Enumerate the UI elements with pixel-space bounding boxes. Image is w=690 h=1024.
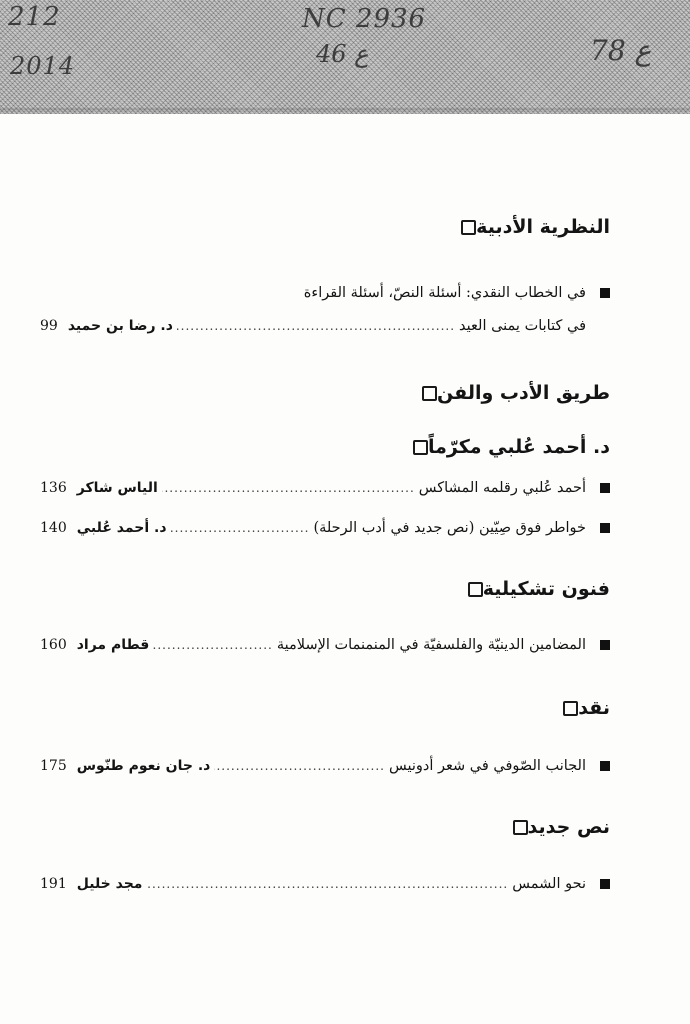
checkbox-outline-icon <box>513 820 528 835</box>
checkbox-outline-icon <box>468 582 483 597</box>
dot-leader <box>162 481 415 495</box>
filled-square-icon <box>600 288 610 298</box>
section-heading <box>499 816 610 838</box>
entry-page-number: 136 <box>40 480 67 496</box>
entry-page-number: 99 <box>40 318 58 334</box>
filled-square-icon <box>600 523 610 533</box>
entry-author: د. رضا بن حميد <box>67 318 173 334</box>
entry-title: في كتابات يمنى العيد <box>459 318 586 334</box>
filled-square-icon <box>600 640 610 650</box>
filled-square-icon <box>600 483 610 493</box>
dot-leader <box>214 759 385 773</box>
filled-square-icon <box>600 761 610 771</box>
toc-entry <box>40 520 610 536</box>
section-title: طريق الأدب والفن <box>437 382 610 404</box>
dot-leader <box>153 638 273 652</box>
entry-title: خواطر فوق صِيّين (نص جديد في أدب الرحلة) <box>313 520 586 536</box>
section-heading <box>399 436 610 458</box>
entry-page-number: 160 <box>40 637 67 653</box>
filled-square-icon <box>600 879 610 889</box>
entry-page-number: 140 <box>40 520 67 536</box>
entry-title: الجانب الصّوفي في شعر أدونيس <box>388 758 586 774</box>
section-title: فنون تشكيلية <box>482 578 610 600</box>
handwritten-note: 46 ع <box>316 40 369 68</box>
checkbox-outline-icon <box>413 440 428 455</box>
toc-entry-continued <box>40 318 610 334</box>
dot-leader <box>171 521 310 535</box>
entry-author: الياس شاكر <box>76 480 158 496</box>
toc-entry <box>40 285 610 301</box>
entry-title: في الخطاب النقدي: أسئلة النصّ، أسئلة القراءة <box>303 285 586 301</box>
section-title: نص جديد <box>527 816 610 838</box>
entry-author: قطام مراد <box>76 637 150 653</box>
entry-author: د. جان نعوم طنّوس <box>76 758 211 774</box>
handwritten-note: 2014 <box>10 52 76 80</box>
entry-title: نحو الشمس <box>512 876 586 892</box>
section-heading <box>549 697 610 719</box>
section-title: النظرية الأدبية <box>476 216 610 238</box>
entry-page-number: 175 <box>40 758 67 774</box>
section-heading <box>447 216 610 238</box>
entry-author: مجد خليل <box>76 876 143 892</box>
entry-page-number: 191 <box>40 876 67 892</box>
entry-title: أحمد عُلبي رقلمه المشاكس <box>418 480 586 496</box>
toc-entry <box>40 758 610 774</box>
checkbox-outline-icon <box>422 386 437 401</box>
checkbox-outline-icon <box>563 701 578 716</box>
dot-leader <box>146 877 508 891</box>
entry-author: د. أحمد عُلبي <box>76 520 167 536</box>
section-title: نقد <box>578 697 610 719</box>
toc-entry <box>40 480 610 496</box>
checkbox-outline-icon <box>461 220 476 235</box>
section-heading <box>408 382 610 404</box>
section-heading <box>454 578 610 600</box>
toc-entry <box>40 637 610 653</box>
dot-leader <box>177 319 455 333</box>
toc-entry <box>40 876 610 892</box>
section-title: د. أحمد عُلبي مكرّماً <box>428 436 610 458</box>
entry-title: المضامين الدينيّة والفلسفيّة في المنمنمات الإسلامية <box>276 637 586 653</box>
handwritten-note: 212 <box>8 2 61 32</box>
handwritten-note: NC 2936 <box>302 4 427 34</box>
handwritten-note: 78 ع <box>590 34 652 67</box>
